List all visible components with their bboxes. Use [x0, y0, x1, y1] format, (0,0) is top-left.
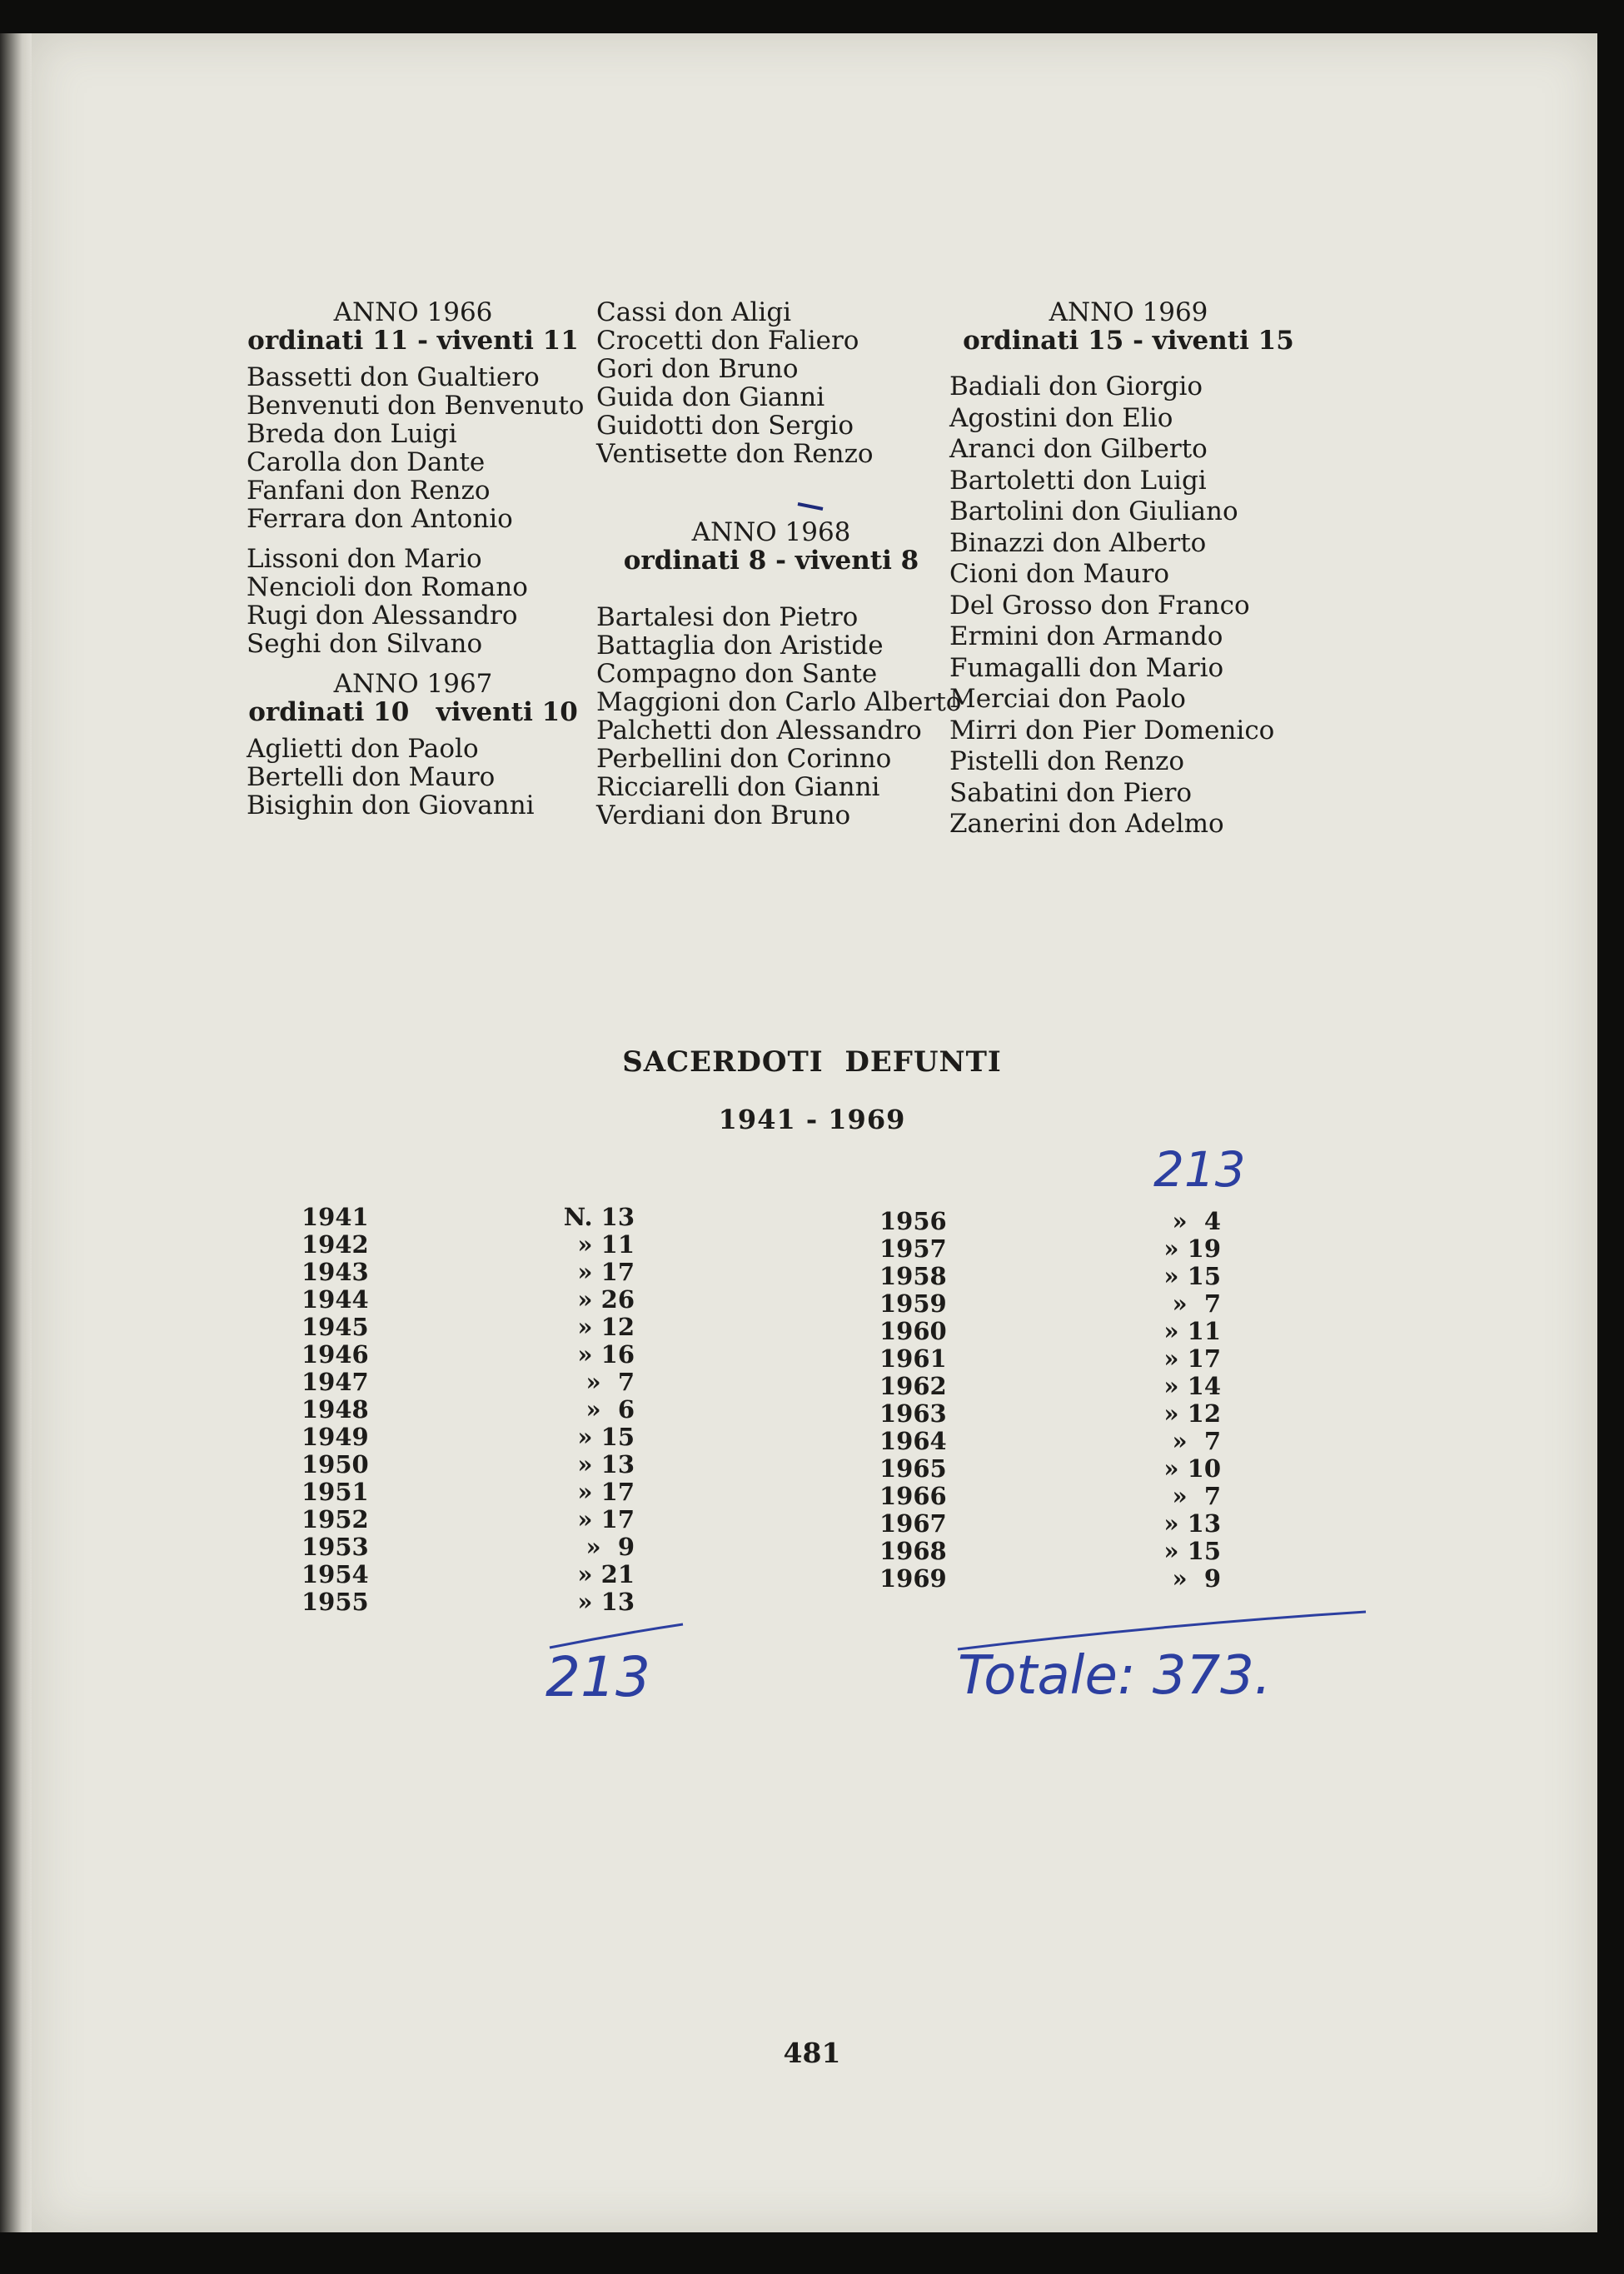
- table-row: [301, 1396, 635, 1424]
- year-cell: 1950: [301, 1450, 369, 1479]
- list-item: Guida don Gianni: [596, 382, 825, 412]
- table-row: [879, 1263, 1221, 1290]
- count-cell: » 7: [585, 1368, 635, 1396]
- count-cell: » 12: [1163, 1399, 1221, 1428]
- list-item: Bisighin don Giovanni: [247, 790, 535, 820]
- list-item: Mirri don Pier Domenico: [949, 715, 1275, 746]
- list-item: Verdiani don Bruno: [596, 800, 851, 830]
- name-list-1966a: [247, 362, 585, 534]
- list-item: Breda don Luigi: [247, 419, 457, 449]
- count-cell: » 13: [577, 1588, 635, 1616]
- list-item: Lissoni don Mario: [247, 544, 482, 574]
- year-cell: 1948: [301, 1395, 369, 1424]
- year-cell: 1947: [301, 1368, 369, 1396]
- count-cell: » 9: [1172, 1564, 1221, 1593]
- table-row: [301, 1286, 635, 1314]
- year-cell: 1949: [301, 1423, 369, 1451]
- count-cell: » 13: [577, 1450, 635, 1479]
- year-1968-ordinati: ordinati 8 - viventi 8: [623, 546, 919, 576]
- year-cell: 1944: [301, 1285, 369, 1314]
- table-row: [301, 1231, 635, 1259]
- list-item: Gori don Bruno: [596, 354, 799, 384]
- list-item: Merciai don Paolo: [949, 684, 1186, 714]
- count-cell: » 6: [585, 1395, 635, 1424]
- year-cell: 1945: [301, 1313, 369, 1341]
- list-item: Palchetti don Alessandro: [596, 716, 922, 746]
- list-item: Bassetti don Gualtiero: [247, 362, 540, 392]
- list-item: Carolla don Dante: [247, 447, 486, 477]
- list-item: Crocetti don Faliero: [596, 326, 859, 356]
- year-cell: 1942: [301, 1230, 369, 1259]
- count-cell: » 17: [577, 1258, 635, 1286]
- defunti-table-right: [879, 1208, 1221, 1593]
- count-cell: » 16: [577, 1340, 635, 1369]
- count-cell: » 21: [577, 1560, 635, 1588]
- list-item: Fumagalli don Mario: [949, 652, 1224, 683]
- year-cell: 1955: [301, 1588, 369, 1616]
- count-cell: » 15: [1163, 1262, 1221, 1290]
- list-item: Cioni don Mauro: [949, 559, 1170, 589]
- table-row: [301, 1204, 635, 1231]
- list-item: Badiali don Giorgio: [949, 372, 1203, 401]
- handwritten-grand-total: Totale: 373.: [958, 1645, 1272, 1707]
- table-row: [301, 1506, 635, 1533]
- list-item: Cassi don Aligi: [596, 297, 792, 327]
- page-number: 481: [783, 2037, 841, 2069]
- table-row: [301, 1341, 635, 1369]
- list-item: Perbellini don Corinno: [596, 744, 892, 774]
- table-row: [879, 1318, 1221, 1345]
- count-cell: » 14: [1163, 1372, 1221, 1400]
- list-item: Ventisette don Renzo: [596, 439, 874, 469]
- handwritten-subtotal-left: 213: [545, 1645, 650, 1709]
- year-1969-heading: ANNO 1969: [1049, 297, 1208, 327]
- count-cell: » 7: [1172, 1482, 1221, 1510]
- count-cell: » 7: [1172, 1289, 1221, 1318]
- table-row: [879, 1290, 1221, 1318]
- table-row: [301, 1424, 635, 1451]
- list-item: Aglietti don Paolo: [247, 734, 479, 764]
- table-row: [879, 1428, 1221, 1455]
- list-item: Fanfani don Renzo: [247, 476, 491, 506]
- year-cell: 1941: [301, 1203, 369, 1231]
- defunti-table-left: [301, 1204, 635, 1616]
- year-cell: 1951: [301, 1478, 369, 1506]
- name-list-1966c: [596, 298, 946, 468]
- table-row: [879, 1400, 1221, 1428]
- name-list-1967: [247, 735, 580, 820]
- year-cell: 1962: [879, 1372, 947, 1400]
- table-row: [879, 1510, 1221, 1538]
- table-row: [879, 1208, 1221, 1235]
- list-item: Zanerini don Adelmo: [949, 809, 1224, 839]
- list-item: Sabatini don Piero: [949, 777, 1193, 808]
- year-cell: 1964: [879, 1427, 947, 1455]
- table-row: [301, 1479, 635, 1506]
- table-row: [301, 1259, 635, 1286]
- count-cell: » 19: [1163, 1234, 1221, 1263]
- year-1966-ordinati: ordinati 11 - viventi 11: [247, 326, 579, 356]
- list-item: Bertelli don Mauro: [247, 762, 496, 792]
- year-cell: 1966: [879, 1482, 947, 1510]
- column-1: [247, 297, 585, 820]
- list-item: Pistelli don Renzo: [949, 746, 1185, 776]
- year-cell: 1963: [879, 1399, 947, 1428]
- year-1966-heading: ANNO 1966: [333, 297, 493, 327]
- table-row: [879, 1565, 1221, 1593]
- list-item: Ermini don Armando: [949, 621, 1223, 651]
- count-cell: » 11: [1163, 1317, 1221, 1345]
- year-1968-heading: ANNO 1968: [691, 517, 851, 547]
- table-row: [301, 1561, 635, 1588]
- list-item: Ferrara don Antonio: [247, 504, 513, 534]
- list-item: Binazzi don Alberto: [949, 527, 1207, 558]
- name-list-1968: [596, 602, 962, 830]
- list-item: Benvenuti don Benvenuto: [247, 391, 585, 421]
- list-item: Bartolini don Giuliano: [949, 496, 1238, 526]
- count-cell: » 7: [1172, 1427, 1221, 1455]
- table-row: [301, 1533, 635, 1561]
- year-cell: 1967: [879, 1509, 947, 1538]
- count-cell: » 13: [1163, 1509, 1221, 1538]
- name-list-1969: [949, 372, 1308, 840]
- list-item: Rugi don Alessandro: [247, 601, 518, 631]
- table-row: [879, 1538, 1221, 1565]
- table-row: [301, 1451, 635, 1479]
- list-item: Aranci don Gilberto: [949, 434, 1208, 464]
- count-cell: » 17: [1163, 1344, 1221, 1373]
- year-cell: 1943: [301, 1258, 369, 1286]
- table-row: [879, 1455, 1221, 1483]
- list-item: Del Grosso don Franco: [949, 590, 1250, 621]
- count-cell: » 17: [577, 1478, 635, 1506]
- year-cell: 1968: [879, 1537, 947, 1565]
- year-cell: 1958: [879, 1262, 947, 1290]
- column-3: [949, 298, 1308, 840]
- table-row: [301, 1314, 635, 1341]
- count-cell: » 15: [577, 1423, 635, 1451]
- list-item: Battaglia don Aristide: [596, 631, 884, 661]
- year-cell: 1957: [879, 1234, 947, 1263]
- year-1967-heading: ANNO 1967: [333, 669, 493, 699]
- year-cell: 1954: [301, 1560, 369, 1588]
- year-1969-ordinati: ordinati 15 - viventi 15: [963, 326, 1294, 356]
- section-title: SACERDOTI DEFUNTI: [622, 1045, 1002, 1079]
- list-item: Bartoletti don Luigi: [949, 465, 1207, 496]
- list-item: Guidotti don Sergio: [596, 411, 854, 441]
- list-item: Seghi don Silvano: [247, 629, 483, 659]
- year-cell: 1959: [879, 1289, 947, 1318]
- list-item: Maggioni don Carlo Alberto: [596, 687, 962, 717]
- table-row: [879, 1345, 1221, 1373]
- year-cell: 1961: [879, 1344, 947, 1373]
- count-cell: » 26: [577, 1285, 635, 1314]
- section-range: 1941 - 1969: [718, 1104, 906, 1135]
- table-row: [879, 1373, 1221, 1400]
- list-item: Ricciarelli don Gianni: [596, 772, 880, 802]
- name-list-1966b: [247, 545, 580, 658]
- column-2: [596, 297, 962, 830]
- year-cell: 1953: [301, 1533, 369, 1561]
- count-cell: » 9: [585, 1533, 635, 1561]
- year-cell: 1946: [301, 1340, 369, 1369]
- table-row: [879, 1483, 1221, 1510]
- year-cell: 1969: [879, 1564, 947, 1593]
- year-cell: 1956: [879, 1207, 947, 1235]
- table-row: [301, 1369, 635, 1396]
- year-1967-ordinati: ordinati 10 viventi 10: [248, 697, 578, 727]
- count-cell: » 10: [1163, 1454, 1221, 1483]
- year-cell: 1965: [879, 1454, 947, 1483]
- list-item: Nencioli don Romano: [247, 572, 528, 602]
- count-cell: » 11: [577, 1230, 635, 1259]
- table-row: [301, 1588, 635, 1616]
- list-item: Compagno don Sante: [596, 659, 878, 689]
- count-cell: N. 13: [563, 1203, 635, 1231]
- list-item: Bartalesi don Pietro: [596, 602, 859, 632]
- list-item: Agostini don Elio: [949, 402, 1173, 433]
- year-cell: 1952: [301, 1505, 369, 1533]
- count-cell: » 17: [577, 1505, 635, 1533]
- year-cell: 1960: [879, 1317, 947, 1345]
- table-row: [879, 1235, 1221, 1263]
- handwritten-subtotal-top: 213: [1153, 1141, 1246, 1198]
- count-cell: » 15: [1163, 1537, 1221, 1565]
- count-cell: » 4: [1172, 1207, 1221, 1235]
- count-cell: » 12: [577, 1313, 635, 1341]
